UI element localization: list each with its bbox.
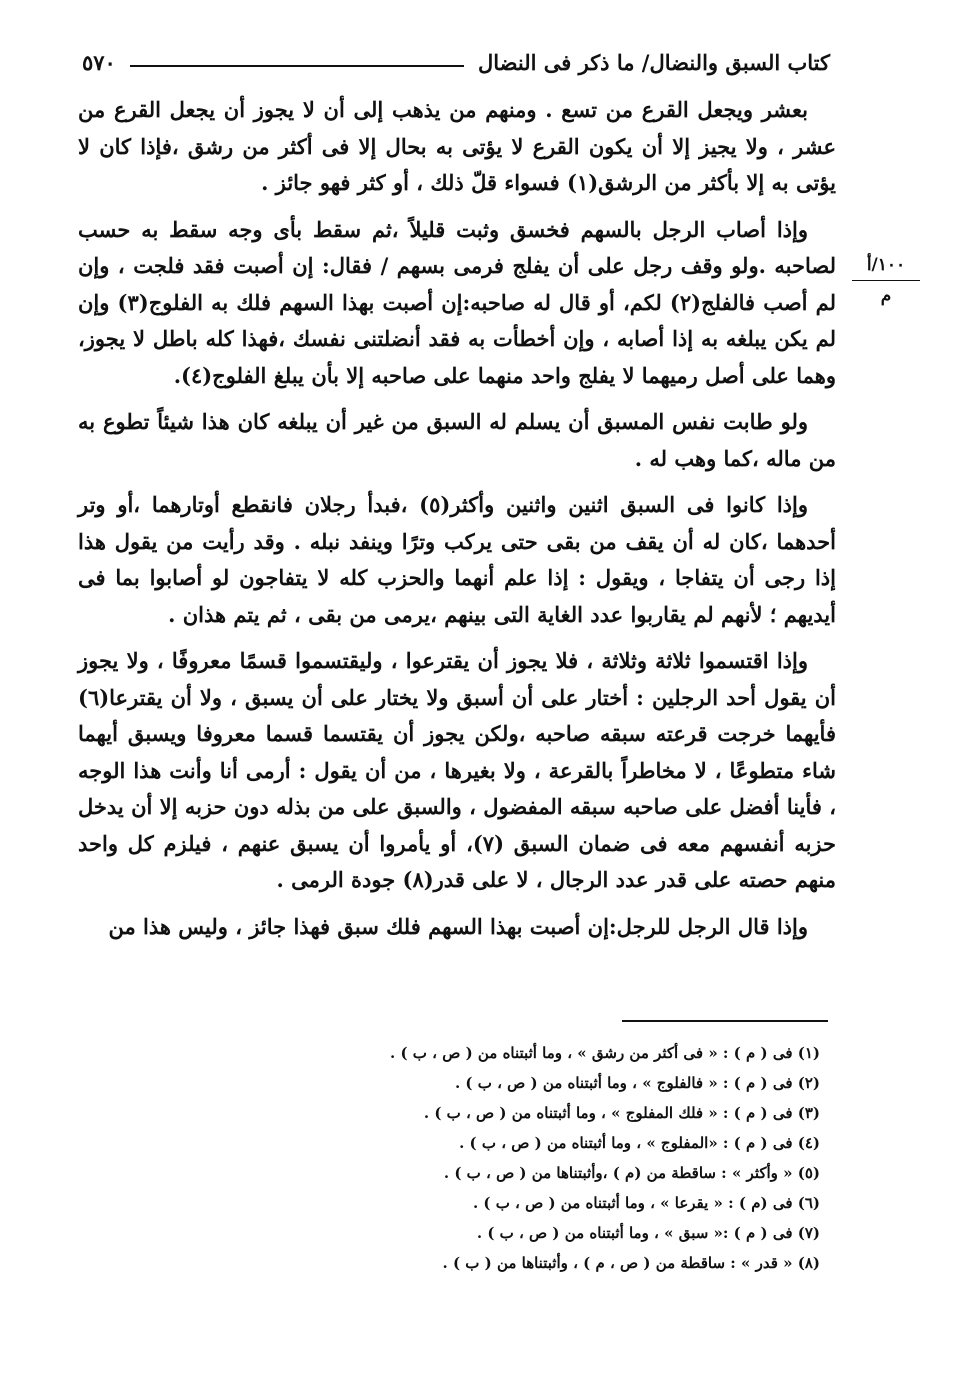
margin-rule [852, 280, 920, 281]
footnote: (٤) فى ( م ) : «المفلوج » ، وما أثبتناه من ( ص ، ب ) . [459, 1134, 820, 1152]
main-text [78, 92, 836, 955]
paragraph: وإذا اقتسموا ثلاثة وثلاثة ، فلا يجوز أن يقترعوا ، وليقتسموا قسمًا معروفًا ، ولا يجوز أن يقول أحد الرجلين : أختار على أن أسبق ولا يختار على أن يسبق ، ولا أن يقترعا(٦) فأيهما خرجت قرعته سبقه صاحبه ،ولكن يجوز أن يقتسما قسما معروفا ويسبق أيهما شاء متطوعًا ، لا مخاطراً بالقرعة ، ولا بغيرها ، من أن يقول : أرمى أنا وأنت هذا الوجه ، فأينا أفضل على صاحبه سبقه المفضول ، والسبق على من بذله دون حزبه إلا أن يدخل حزبه أنفسهم معه فى ضمان السبق (٧)، أو يأمروا أن يسبق عنهم ، فيلزم كل واحد منهم حصته على قدر عدد الرجال ، لا على قدر(٨) جودة الرمى . [78, 648, 836, 892]
running-title: كتاب السبق والنضال/ ما ذكر فى النضال [478, 49, 830, 75]
footnote-separator [622, 1020, 828, 1022]
footnote: (١) فى ( م ) : « فى أكثر من رشق » ، وما أثبتناه من ( ص ، ب ) . [390, 1044, 820, 1062]
paragraph: بعشر ويجعل القرع من تسع . ومنهم من يذهب إلى أن لا يجوز أن يجعل القرع من عشر ، ولا يجيز إلا أن يكون القرع لا يؤتى به بحال إلا فى أكثر من رشق ،فإذا كان لا يؤتى به إلا بأكثر من الرشق(١) فسواء قلّ ذلك ، أو كثر فهو جائز . [78, 97, 836, 195]
footnotes [300, 1038, 820, 1278]
paragraph: ولو طابت نفس المسبق أن يسلم له السبق من غير أن يبلغه كان هذا شيئاً تطوع به من ماله ،كما وهب له . [78, 409, 836, 471]
footnote: (٨) « قدر » : ساقطة من ( ص ، م ) ، وأثبتناها من ( ب ) . [442, 1254, 820, 1272]
margin-manuscript-ref [846, 254, 926, 307]
manuscript-siglum: م [880, 286, 892, 306]
running-header [82, 42, 830, 82]
paragraph: وإذا أصاب الرجل بالسهم فخسق وثبت قليلاً ،ثم سقط بأى وجه سقط به حسب لصاحبه .ولو وقف رجل على أن يفلج فرمى بسهم / فقال: إن أصبت فقد فلجت ، وإن لم أصب فالفلج(٢) لكم، أو قال له صاحبه:إن أصبت بهذا السهم فلك به الفلوج(٣) وإن لم يكن يبلغه به إذا أصابه ، وإن أخطأت به فقد أنضلتنى نفسك ،فهذا كله باطل لا يجوز، وهما على أصل رميهما لا يفلج واحد منهما على صاحبه إلا بأن يبلغ الفلوج(٤). [78, 216, 837, 388]
footnote: (٧) فى ( م ) :« سبق » ، وما أثبتناه من ( ص ، ب ) . [476, 1224, 820, 1242]
footnote: (٦) فى (م ) : « يقرعا » ، وما أثبتناه من ( ص ، ب ) . [472, 1194, 820, 1212]
paragraph: وإذا كانوا فى السبق اثنين واثنين وأكثر(٥) ،فبدأ رجلان فانقطع أوتارهما ،أو وتر أحدهما ،كان له أن يقف من بقى حتى يركب وترًا وينفد نبله . وقد رأيت من يقول هذا إذا رجى أن يتفاجا ، ويقول : إذا علم أنهما والحزب كله لا يتفاجون لو أصابوا بما فى أيديهم ؛ لأنهم لم يقاربوا عدد الغاية التى بينهم ،يرمى من بقى ، ثم يتم هذان . [78, 492, 836, 627]
footnote: (٥) « وأكثر » : ساقطة من (م ) ،وأثبتناها من ( ص ، ب ) . [443, 1164, 820, 1182]
footnote: (٢) فى ( م ) : « فالفلوج » ، وما أثبتناه من ( ص ، ب ) . [454, 1074, 820, 1092]
footnote: (٣) فى ( م ) : « فلك المفلوج » ، وما أثبتناه من ( ص ، ب ) . [423, 1104, 820, 1122]
paragraph: وإذا قال الرجل للرجل:إن أصبت بهذا السهم فلك سبق فهذا جائز ، وليس هذا من [108, 913, 808, 939]
page-number: ٥٧٠ [82, 49, 116, 75]
header-rule [130, 65, 464, 67]
manuscript-folio: ١٠٠/أ [866, 255, 906, 275]
